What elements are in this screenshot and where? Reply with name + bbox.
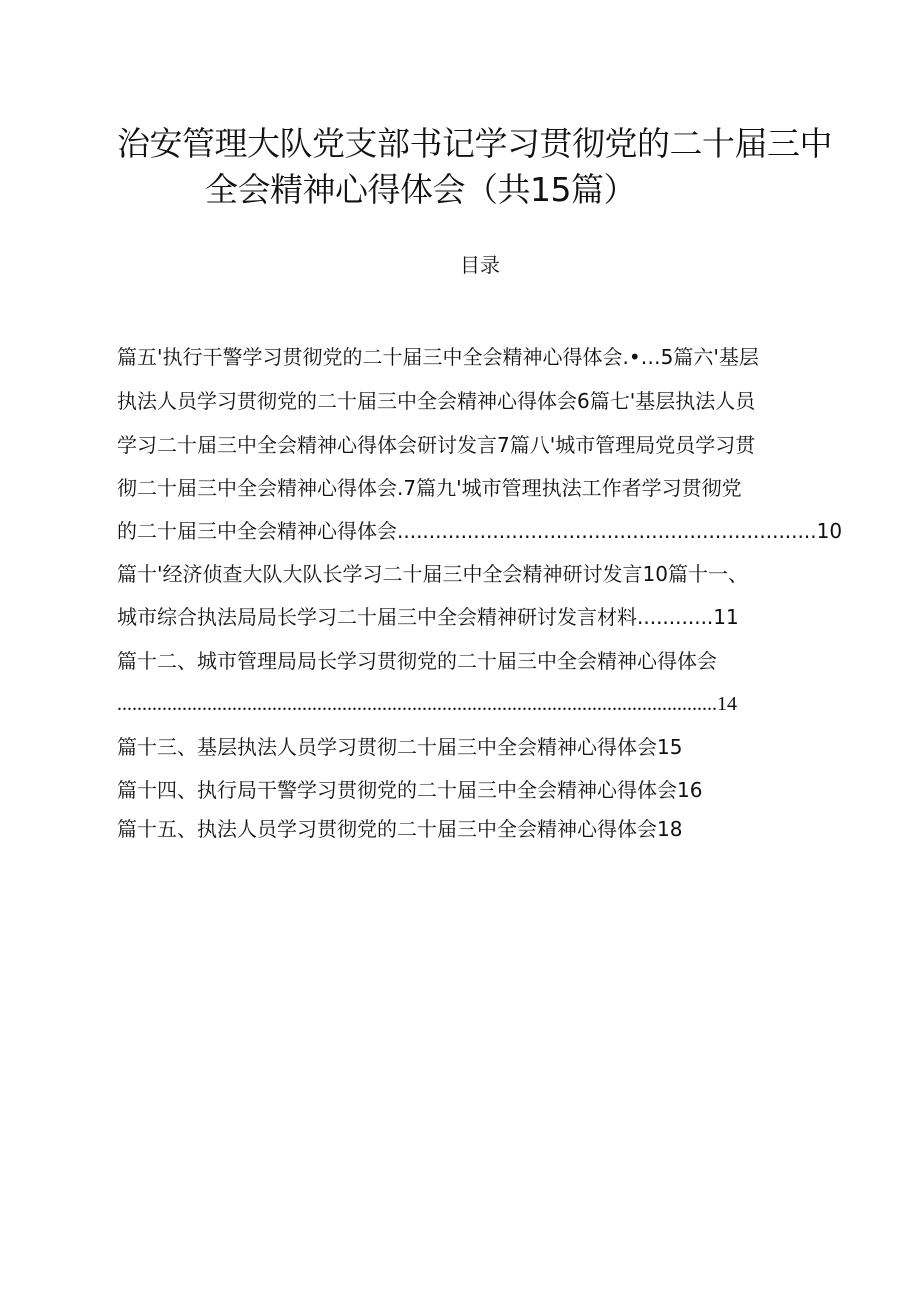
toc-line: 学习二十届三中全会精神心得体会研讨发言7篇八'城市管理局党员学习贯	[117, 433, 756, 457]
toc-line: 篇十三、基层执法人员学习贯彻二十届三中全会精神心得体会15	[117, 735, 683, 759]
toc-line: 篇十二、城市管理局局长学习贯彻党的二十届三中全会精神心得体会	[117, 649, 717, 673]
toc-line: 篇十五、执法人员学习贯彻党的二十届三中全会精神心得体会18	[117, 817, 683, 841]
document-title-line-2: 全会精神心得体会（共15篇）	[205, 170, 636, 209]
toc-line: 彻二十届三中全会精神心得体会.7篇九'城市管理执法工作者学习贯彻党	[117, 476, 742, 500]
toc-line: 篇十'经济侦查大队大队长学习二十届三中全会精神研讨发言10篇十一、	[117, 562, 748, 586]
toc-line: 城市综合执法局局长学习二十届三中全会精神研讨发言材料............11	[117, 605, 739, 629]
toc-heading: 目录	[460, 253, 500, 277]
toc-line: 篇五'执行干警学习贯彻党的二十届三中全会精神心得体会.•…5篇六'基层	[117, 345, 759, 369]
toc-line: 篇十四、执行局干警学习贯彻党的二十届三中全会精神心得体会16	[117, 778, 703, 802]
document-title-line-1: 治安管理大队党支部书记学习贯彻党的二十届三中	[117, 124, 832, 163]
toc-line: 的二十届三中全会精神心得体会..................................................................10	[117, 519, 843, 543]
toc-line: ........................................................................................................................14	[117, 693, 737, 715]
toc-line: 执法人员学习贯彻党的二十届三中全会精神心得体会6篇七'基层执法人员	[117, 389, 756, 413]
